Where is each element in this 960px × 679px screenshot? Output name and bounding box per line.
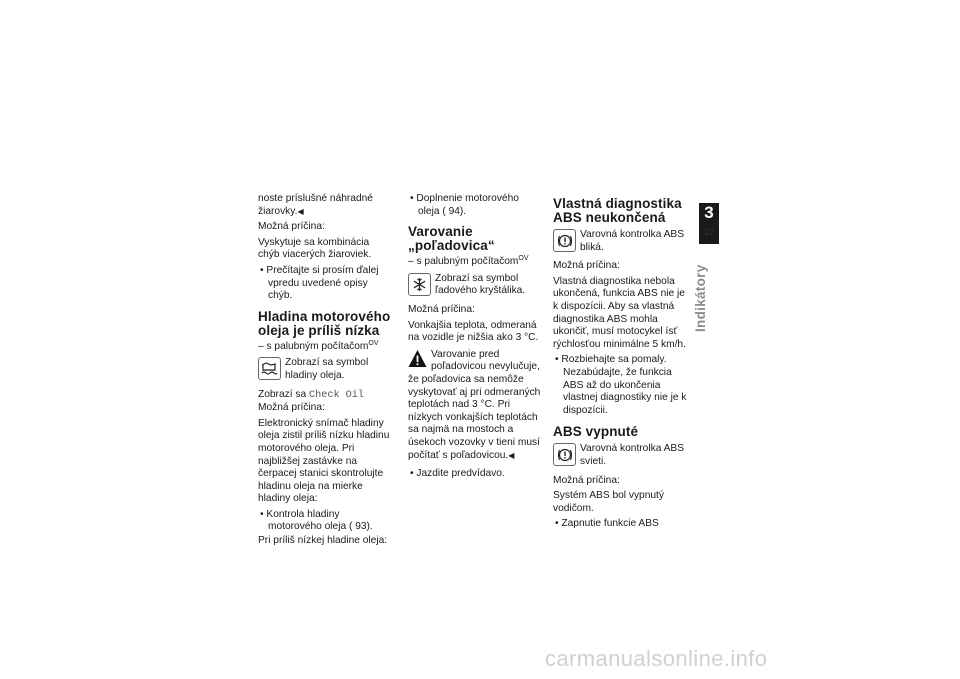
ice-crystal-icon	[408, 273, 431, 296]
oil-indicator-row	[258, 357, 393, 382]
abs-warning-icon	[553, 443, 576, 466]
abs-warning-icon	[553, 229, 576, 252]
abs-flashing-text: Varovná kontrolka ABS bliká.	[580, 229, 685, 253]
display-label: Zobrazí sa	[258, 388, 307, 400]
bullet-item: • Jazdite predvídavo.	[410, 468, 505, 480]
section-heading-ice: Varovanie „poľadovica“	[408, 224, 495, 254]
section-heading-abs-diagnostics: Vlastná diagnostika ABS neukončená	[553, 196, 682, 225]
cause-label: Možná príčina:	[553, 474, 620, 486]
bullet-text: Prečítajte si prosím ďalej vpredu uvedené opisy chýb.	[266, 264, 379, 302]
warning-triangle-icon	[408, 349, 427, 368]
sub-text: – s palubným počítačom	[408, 256, 519, 268]
bullet-text: Kontrola hladiny motorového oleja ( 93).	[266, 508, 373, 533]
cause-label: Možná príčina:	[408, 303, 475, 315]
display-code: Check Oil	[308, 389, 365, 401]
column-1	[258, 193, 393, 551]
abs-lit-row	[553, 443, 688, 468]
bullet-text: Zapnutie funkcie ABS	[561, 518, 659, 530]
text-line: noste príslušné náhradné	[258, 193, 373, 204]
cause-label: Možná príčina:	[258, 402, 325, 414]
bullet-text: Doplnenie motorového oleja ( 94).	[416, 193, 519, 217]
bullet-item: • Zapnutie funkcie ABS	[555, 518, 659, 530]
tail-text: Pri príliš nízkej hladine oleja:	[258, 535, 388, 547]
cause-label: Možná príčina:	[258, 221, 325, 233]
subheading-onboard-computer	[408, 256, 543, 269]
warning-text: Varovanie pred poľadovicou nevylučuje, že poľadovica sa nemôže vyskytovať aj pri odmeraných teplotách nad 3 °C. Pri nízkych vonkajších teplotách sa najmä na mostoch a úsekoch vozovky v tieni musí počítať s poľadovicou.	[408, 348, 541, 461]
display-line	[258, 389, 393, 403]
ice-indicator-row	[408, 273, 543, 298]
bullet-text: Jazdite predvídavo.	[416, 468, 505, 480]
cause-text: Vyskytuje sa kombinácia chýb viacerých žiaroviek.	[258, 236, 372, 261]
abs-flashing-row	[553, 229, 688, 254]
cause-label: Možná príčina:	[553, 260, 620, 272]
oil-indicator-text: Zobrazí sa symbol hladiny oleja.	[285, 357, 369, 381]
sup-text: OV	[518, 255, 529, 263]
section-heading-abs-off: ABS vypnuté	[553, 424, 639, 440]
section-heading-oil: Hladina motorového oleja je príliš nízka	[258, 308, 391, 338]
text-line: žiarovky.	[258, 205, 298, 217]
paragraph-continuation	[258, 193, 393, 218]
bullet-item: • Rozbiehajte sa pomaly. Nezabúdajte, že funkcia ABS až do ukončenia vlastnej diagnostiky nie je k dispozícii.	[555, 354, 687, 416]
cause-text: Vonkajšia teplota, odmeraná na vozidle je nižšia ako 3 °C.	[408, 319, 539, 344]
end-marker-icon: ◀	[297, 206, 304, 216]
bullet-item: • Kontrola hladiny motorového oleja ( 93).	[260, 508, 373, 533]
watermark: carmanualsonline.info	[545, 646, 768, 671]
bullet-item: • Prečítajte si prosím ďalej vpredu uvedené opisy chýb.	[260, 264, 379, 302]
subheading-onboard-computer	[258, 341, 393, 354]
sub-text: – s palubným počítačom	[258, 340, 369, 352]
warning-block	[408, 349, 543, 462]
cause-text: Vlastná diagnostika nebola ukončená, funkcia ABS nie je k dispozícii. Aby sa vlastná diagnostika ABS mohla ukončiť, musí motocykel ísť rýchlosťou minimálne 5 km/h.	[553, 275, 686, 350]
section-side-title: Indikátory	[693, 264, 708, 332]
ice-indicator-text: Zobrazí sa symbol ľadového kryštálika.	[435, 272, 526, 297]
cause-text: Elektronický snímač hladiny oleja zistil príliš nízku hladinu motorového oleja. Pri najbližšej zastávke na čerpacej stanici skontrolujte hladinu oleja na mierke hladiny oleja:	[258, 417, 390, 505]
column-2	[408, 193, 543, 482]
page-number: 37	[703, 227, 715, 238]
oil-level-icon	[258, 357, 281, 380]
cause-text: Systém ABS bol vypnutý vodičom.	[553, 490, 664, 514]
sup-text: OV	[368, 339, 379, 347]
abs-lit-text: Varovná kontrolka ABS svieti.	[580, 443, 685, 467]
end-marker-icon: ◀	[508, 450, 515, 460]
bullet-item: • Doplnenie motorového oleja ( 94).	[410, 193, 519, 217]
bullet-text: Rozbiehajte sa pomaly. Nezabúdajte, že funkcia ABS až do ukončenia vlastnej diagnostiky nie je k dispozícii.	[561, 354, 687, 416]
chapter-number: 3	[704, 203, 714, 222]
column-3	[553, 193, 688, 532]
